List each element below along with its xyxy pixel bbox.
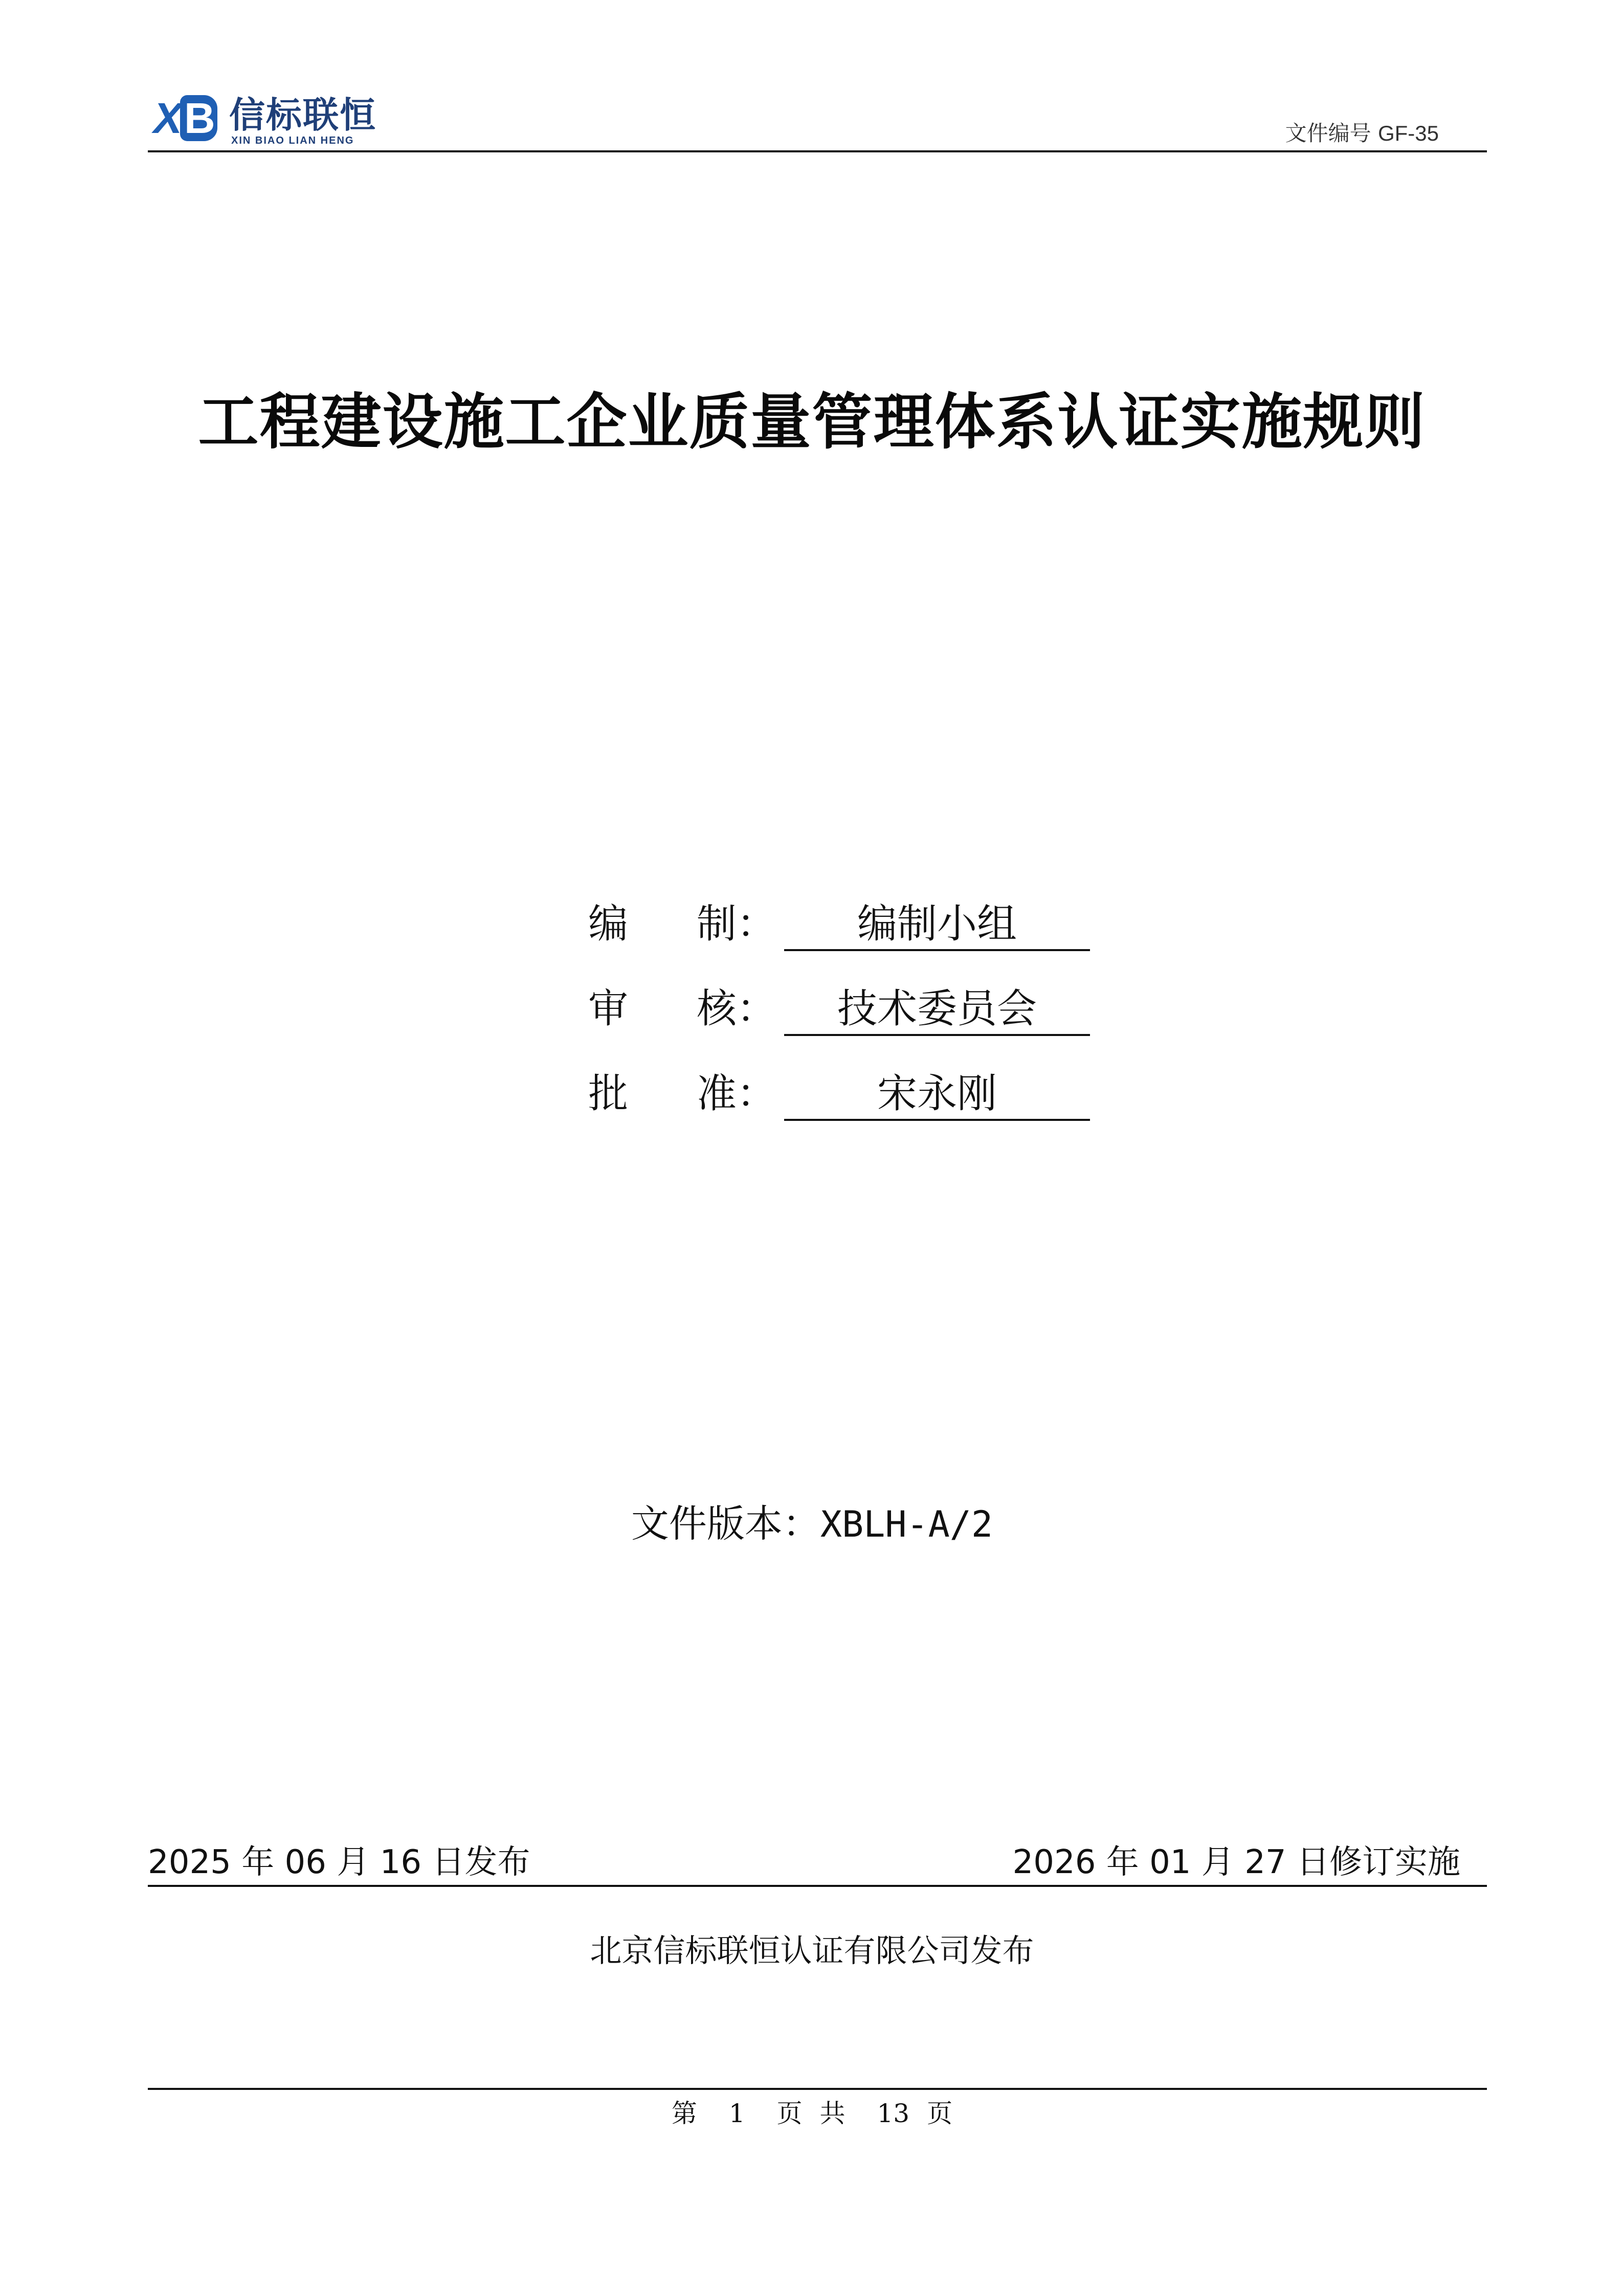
signoff-label-char: 核：	[697, 986, 777, 1032]
signoff-value: 编制小组	[784, 896, 1090, 951]
logo-english-name: XIN BIAO LIAN HENG	[231, 135, 354, 146]
publisher: 北京信标联恒认证有限公司发布	[590, 1932, 1034, 1969]
signoff-approved	[588, 1066, 1100, 1127]
document-title: 工程建设施工企业质量管理体系认证实施规则	[198, 387, 1426, 457]
signoff-compiled	[588, 896, 1100, 957]
signoff-label	[588, 981, 793, 1037]
signoff-label-char: 批	[588, 1071, 629, 1117]
signoff-label	[588, 1066, 793, 1122]
document-number	[1285, 117, 1439, 147]
version-label: 文件版本：	[631, 1502, 820, 1546]
signoff-value: 宋永刚	[784, 1066, 1090, 1121]
signoff-label-char: 编	[588, 901, 629, 947]
dates-line	[148, 1841, 1487, 1887]
signoff-label-char: 审	[588, 986, 629, 1032]
issue-date: 2025 年 06 月 16 日发布	[148, 1843, 530, 1881]
logo-mark: X B	[153, 95, 230, 141]
company-logo	[153, 95, 379, 146]
signoff-label-char: 准：	[697, 1071, 777, 1117]
footer-rule	[148, 2088, 1487, 2090]
version-value: XBLH-A/2	[820, 1503, 993, 1545]
document-version	[0, 1498, 1624, 1550]
signoff-label	[588, 896, 793, 952]
document-number-value: GF-35	[1377, 121, 1439, 145]
document-number-label: 文件编号	[1285, 121, 1371, 146]
total-pages: 共 13 页	[819, 2099, 953, 2128]
logo-chinese-name: 信标联恒	[229, 94, 376, 136]
signoff-reviewed	[588, 981, 1100, 1042]
header-rule	[148, 150, 1487, 152]
implementation-date: 2026 年 01 月 27 日修订实施	[1012, 1843, 1460, 1881]
page-counter	[0, 2096, 1624, 2131]
page-label: 第 1 页	[671, 2099, 803, 2128]
signoff-label-char: 制：	[697, 901, 777, 947]
signoff-value: 技术委员会	[784, 981, 1090, 1036]
